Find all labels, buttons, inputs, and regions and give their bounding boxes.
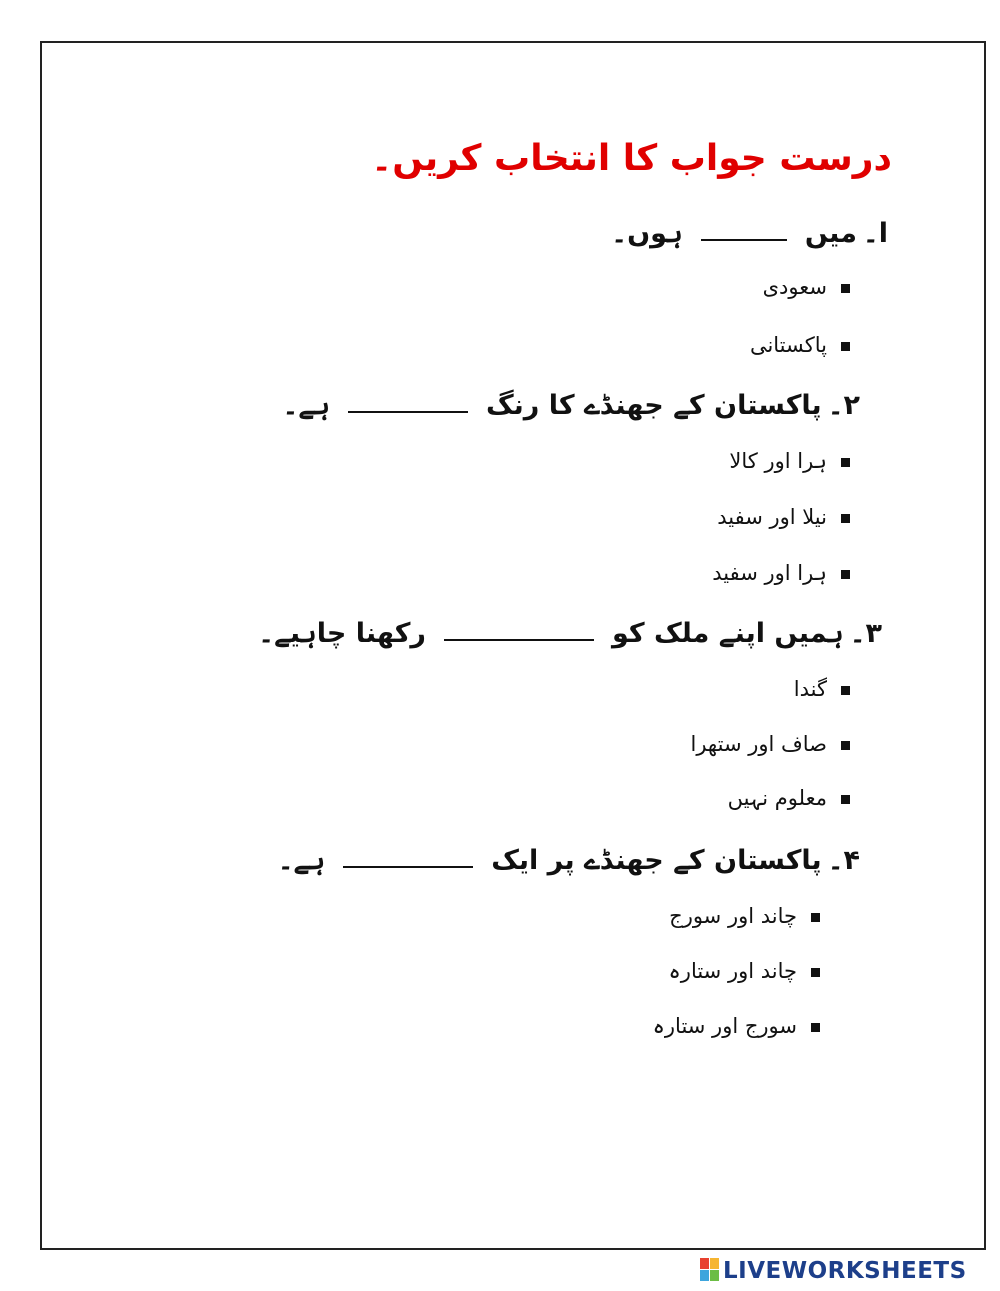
question-text-after: ہے۔ (277, 845, 326, 876)
answer-blank[interactable] (348, 405, 468, 413)
question-number: ۴۔ (827, 845, 860, 876)
liveworksheets-logo-icon (700, 1258, 720, 1282)
option-label: پاکستانی (749, 333, 827, 357)
option-label: معلوم نہیں (727, 786, 827, 810)
logo-text: LIVEWORKSHEETS (723, 1258, 967, 1284)
option-label: ہرا اور کالا (729, 449, 827, 473)
option-2-3[interactable] (712, 561, 850, 585)
answer-blank[interactable] (343, 860, 473, 868)
liveworksheets-logo (700, 1258, 967, 1284)
bullet-icon (841, 284, 850, 293)
option-4-1[interactable] (669, 904, 820, 928)
answer-blank[interactable] (701, 233, 787, 241)
option-3-2[interactable] (691, 732, 851, 756)
option-label: سعودی (762, 275, 827, 299)
option-label: ہرا اور سفید (712, 561, 827, 585)
bullet-icon (811, 1023, 820, 1032)
question-text-before: پاکستان کے جھنڈے پر ایک (491, 845, 822, 876)
question-4 (278, 845, 860, 876)
question-text-after: رکھنا چاہیے۔ (258, 618, 426, 649)
question-number: ۳۔ (849, 618, 882, 649)
bullet-icon (841, 795, 850, 804)
question-text-before: میں (804, 218, 857, 249)
bullet-icon (841, 686, 850, 695)
option-4-2[interactable] (669, 959, 821, 983)
option-1-1[interactable] (763, 275, 850, 299)
answer-blank[interactable] (444, 633, 594, 641)
option-label: صاف اور ستھرا (690, 732, 827, 756)
option-label: نیلا اور سفید (717, 505, 827, 529)
question-text-before: ہمیں اپنے ملک کو (611, 618, 844, 649)
question-2 (283, 390, 860, 421)
option-label: سورج اور ستارہ (652, 1014, 797, 1038)
question-1 (611, 218, 888, 249)
bullet-icon (811, 968, 820, 977)
option-3-3[interactable] (728, 786, 850, 810)
bullet-icon (811, 913, 820, 922)
bullet-icon (841, 342, 850, 351)
question-text-before: پاکستان کے جھنڈے کا رنگ (486, 390, 822, 421)
option-2-1[interactable] (729, 449, 850, 473)
question-3 (258, 618, 882, 649)
option-2-2[interactable] (717, 505, 850, 529)
question-text-after: ہوں۔ (611, 218, 683, 249)
question-number: ۲۔ (827, 390, 860, 421)
bullet-icon (841, 570, 850, 579)
option-1-2[interactable] (750, 333, 850, 357)
worksheet-title: درست جواب کا انتخاب کریں۔ (371, 138, 892, 179)
option-label: گندا (793, 677, 827, 701)
option-label: چاند اور سورج (669, 904, 797, 928)
bullet-icon (841, 458, 850, 467)
question-number: ا۔ (862, 218, 888, 249)
option-3-1[interactable] (794, 677, 850, 701)
question-text-after: ہے۔ (282, 390, 331, 421)
bullet-icon (841, 741, 850, 750)
option-4-3[interactable] (653, 1014, 820, 1038)
option-label: چاند اور ستارہ (668, 959, 797, 983)
bullet-icon (841, 514, 850, 523)
